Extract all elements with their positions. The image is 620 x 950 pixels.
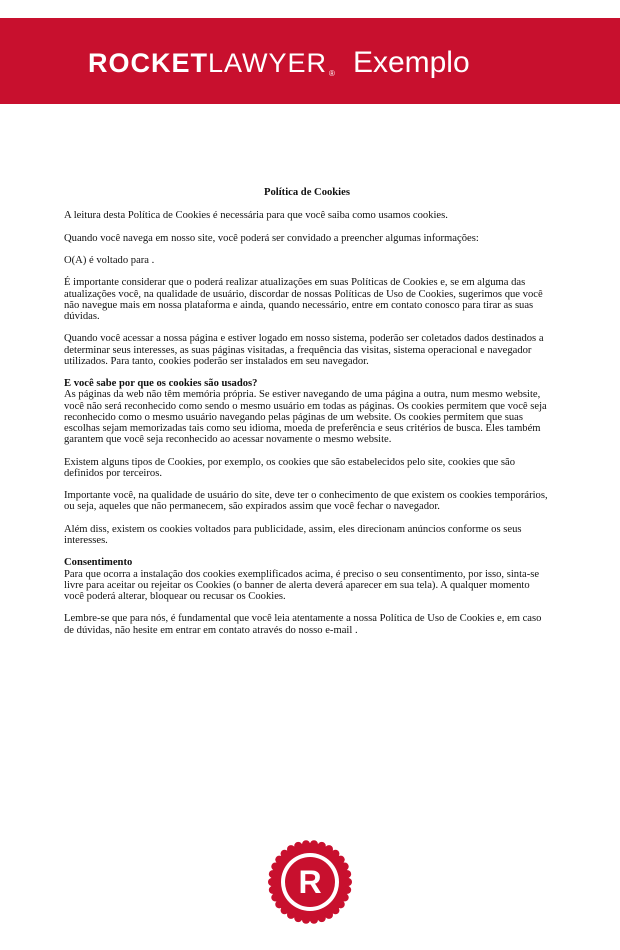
- paragraph-navigation: Quando você navega em nosso site, você poderá ser convidado a preencher algumas informações:: [64, 232, 479, 244]
- seal-edge-scallop: [294, 914, 302, 922]
- brand-registered-mark: ®: [329, 69, 335, 78]
- section-text-why: As páginas da web não têm memória própria. Se estiver navegando de uma página a outra, num mesmo website, você não será reconhecido como sendo o mesmo usuário em todas as páginas. Os cookies permitem que você seja reconhecido como o mesmo usuário navegando pelas páginas de um website. Os cookies permitem que suas escolhas sejam memorizadas tais como seu idioma, moeda de preferência e seus critérios de busca. Eles também garantem que você seja reconhecido ao acessar novamente o mesmo website.: [64, 389, 547, 446]
- paragraph-intro: A leitura desta Política de Cookies é necessária para que você saiba como usamos cookies.: [64, 210, 448, 222]
- seal-edge-scallop: [269, 870, 277, 878]
- header-banner: [0, 18, 620, 104]
- seal-edge-scallop: [302, 916, 310, 924]
- brand-logo: [88, 46, 470, 82]
- section-heading-why: E você sabe por que os cookies são usados?: [64, 378, 258, 390]
- seal-edge-scallop: [302, 840, 310, 848]
- paragraph-advertising-cookies: Além diss, existem os cookies voltados para publicidade, assim, eles direcionam anúncios conforme os seus interesses.: [64, 523, 522, 546]
- section-why-cookies: [64, 378, 550, 445]
- example-label: Exemplo: [352, 46, 470, 79]
- brand-lawyer: LAWYER: [208, 48, 328, 78]
- document-title: Política de Cookies: [264, 187, 350, 198]
- section-text-consent: Para que ocorra a instalação dos cookies exemplificados acima, é preciso o seu consentimento, por isso, sinta-se livre para aceitar ou rejeitar os Cookies (o banner de alerta deverá aparecer em sua tela). A qualquer momento você poderá alterar, bloquear ou recusar os Cookies.: [64, 568, 540, 602]
- document-body: [64, 187, 550, 647]
- seal-edge-scallop: [331, 906, 339, 914]
- seal-edge-scallop: [344, 878, 352, 886]
- seal-edge-scallop: [271, 893, 279, 901]
- seal-edge-scallop: [287, 845, 295, 853]
- paragraph-audience: O(A) é voltado para .: [64, 254, 155, 266]
- seal-edge-scallop: [341, 893, 349, 901]
- section-heading-consent: Consentimento: [64, 557, 133, 569]
- seal-edge-scallop: [275, 900, 283, 908]
- seal-edge-scallop: [310, 840, 318, 848]
- seal-edge-scallop: [325, 911, 333, 919]
- seal-edge-scallop: [281, 850, 289, 858]
- paragraph-data-collection: Quando você acessar a nossa página e estiver logado em nosso sistema, poderão ser coletados dados destinados a determinar seus interesses, as suas páginas visitadas, a frequência das visitas, sistema operacional e navegador utilizados. Para tanto, cookies poderão ser instalados em seu navegador.: [64, 333, 544, 367]
- section-consent: [64, 557, 550, 602]
- seal-edge-scallop: [343, 886, 351, 894]
- brand-rocket: ROCKET: [88, 48, 208, 78]
- paragraph-temporary-cookies: Importante você, na qualidade de usuário do site, deve ter o conhecimento de que existem os cookies temporários, ou seja, aqueles que não permanecem, são expirados assim que você fechar o navegador.: [64, 490, 548, 513]
- seal-edge-scallop: [337, 856, 345, 864]
- seal-edge-scallop: [269, 886, 277, 894]
- seal-edge-scallop: [310, 916, 318, 924]
- seal-letter: R: [298, 864, 322, 900]
- seal-edge-scallop: [341, 863, 349, 871]
- seal-edge-scallop: [268, 878, 276, 886]
- paragraph-updates: É importante considerar que o poderá realizar atualizações em suas Políticas de Cookies e, se em alguma das atualizações você, na qualidade de usuário, discordar de nossas Políticas de Uso de Cookies, sugerimos que você não navegue mais em nossa plataforma e ainda, quando necessário, entre em contato conosco para tirar as suas dúvidas.: [64, 277, 543, 322]
- seal-edge-scallop: [318, 842, 326, 850]
- seal-edge-scallop: [318, 914, 326, 922]
- seal-edge-scallop: [343, 870, 351, 878]
- paragraph-cookie-types: Existem alguns tipos de Cookies, por exemplo, os cookies que são estabelecidos pelo site, cookies que são definidos por terceiros.: [64, 456, 516, 479]
- seal-edge-scallop: [271, 863, 279, 871]
- seal-edge-scallop: [325, 845, 333, 853]
- seal-edge-scallop: [294, 842, 302, 850]
- seal-edge-scallop: [287, 911, 295, 919]
- paragraph-reminder: Lembre-se que para nós, é fundamental que você leia atentamente a nossa Política de Uso de Cookies e, em caso de dúvidas, não hesite em entrar em contato através do nosso e-mail .: [64, 613, 542, 636]
- rocketlawyer-seal-icon: [268, 840, 352, 924]
